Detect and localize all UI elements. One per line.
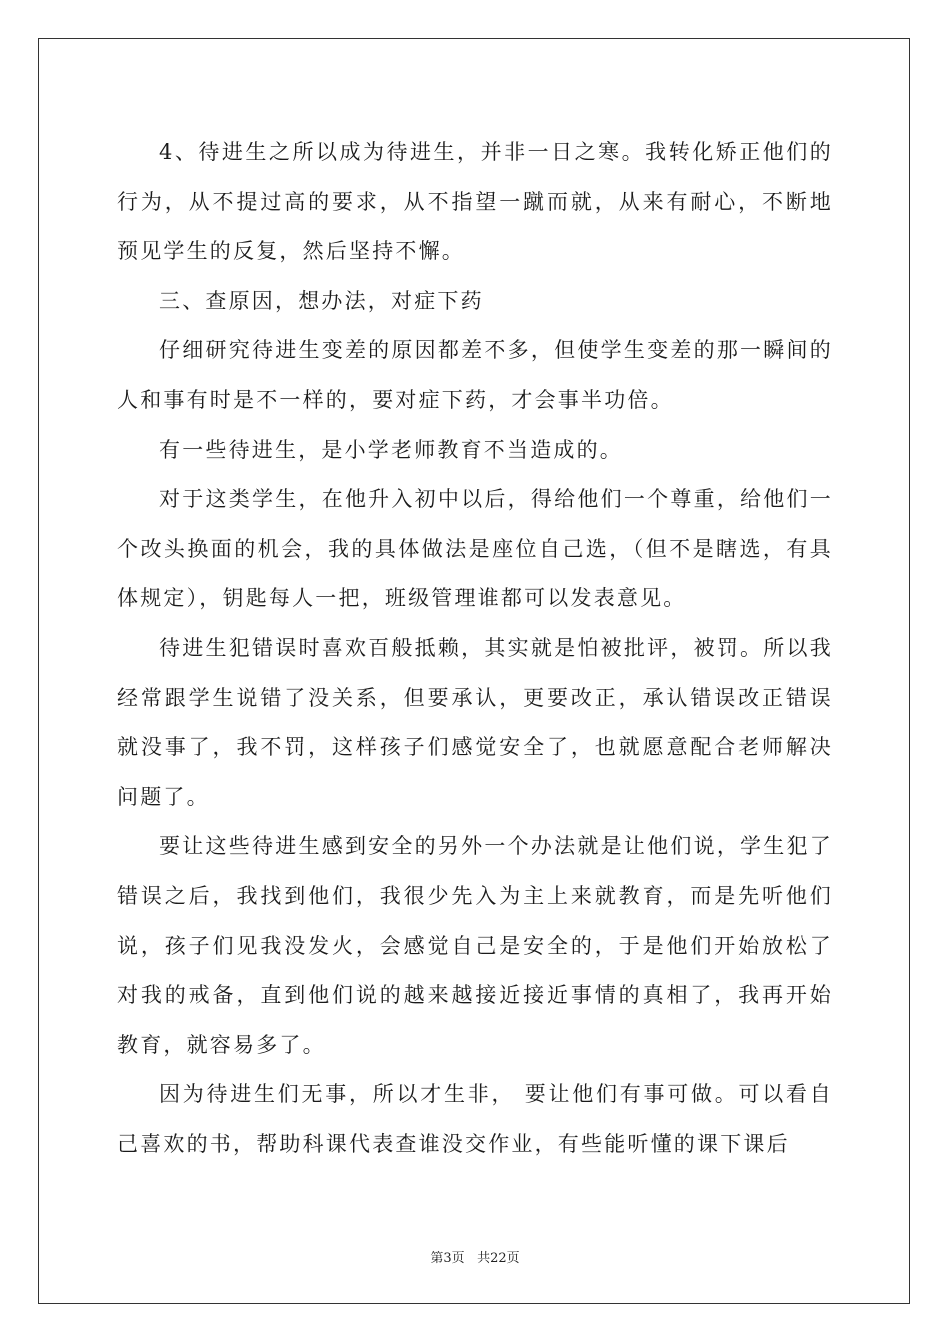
paragraph: 对于这类学生，在他升入初中以后，得给他们一个尊重，给他们一个改头换面的机会，我的具体做法是座位自己选，（但不是瞎选，有具体规定），钥匙每人一把，班级管理谁都可以发表意见。 (117, 487, 833, 611)
section-heading: 三、查原因，想办法，对症下药 (159, 288, 484, 313)
document-body (117, 128, 833, 1169)
paragraph: 因为待进生们无事，所以才生非， 要让他们有事可做。可以看自己喜欢的书，帮助科课代表查谁没交作业，有些能听懂的课下课后 (117, 1082, 833, 1156)
page-footer (0, 1247, 950, 1266)
page-total: 共22页 (477, 1251, 520, 1266)
paragraph: 仔细研究待进生变差的原因都差不多，但使学生变差的那一瞬间的人和事有时是不一样的，要对症下药，才会事半功倍。 (117, 338, 833, 412)
page-number: 第3页 (430, 1251, 465, 1266)
paragraph: 要让这些待进生感到安全的另外一个办法就是让他们说，学生犯了错误之后，我找到他们，我很少先入为主上来就教育，而是先听他们说，孩子们见我没发火，会感觉自己是安全的，于是他们开始放松了对我的戒备，直到他们说的越来越接近接近事情的真相了，我再开始教育，就容易多了。 (117, 834, 833, 1057)
paragraph: 有一些待进生，是小学老师教育不当造成的。 (159, 437, 623, 462)
paragraph: 待进生犯错误时喜欢百般抵赖，其实就是怕被批评，被罚。所以我经常跟学生说错了没关系，但要承认，更要改正，承认错误改正错误就没事了，我不罚，这样孩子们感觉安全了，也就愿意配合老师解决问题了。 (117, 635, 833, 809)
paragraph: 4、待进生之所以成为待进生，并非一日之寒。我转化矫正他们的行为，从不提过高的要求，从不指望一蹴而就，从来有耐心，不断地预见学生的反复，然后坚持不懈。 (117, 140, 833, 264)
